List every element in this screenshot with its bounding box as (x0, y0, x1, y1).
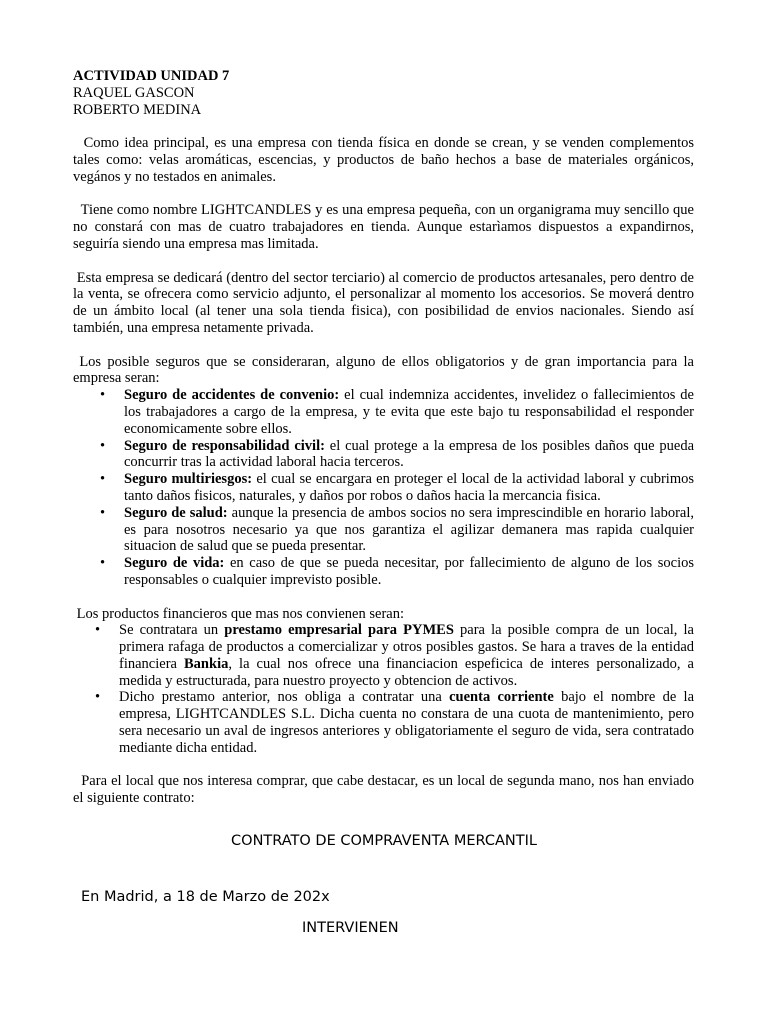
insurance-intro-paragraph: Los posible seguros que se consideraran, alguno de ellos obligatorios y de gran importancia para la empresa seran: (73, 353, 698, 387)
financial-text: Se contratara un (119, 622, 225, 639)
author-name: RAQUEL GASCON (73, 84, 195, 101)
list-item (73, 438, 694, 472)
financial-list (73, 622, 694, 756)
financial-text: para la posible compra de un local, la primera rafaga de productos a comercializar y otros posibles gastos. Se hara a traves de la entidad financiera (119, 622, 694, 672)
insurance-description: el cual indemniza accidentes, invelidez o fallecimientos de los trabajadores a cargo de la empresa, y te evita que este bajo tu responsabilidad el responder economicamente sobre ellos. (124, 387, 694, 437)
company-name-paragraph: Tiene como nombre LIGHTCANDLES y es una empresa pequeña, con un organigrama muy sencillo que no constará con mas de cuatro trabajadores en tienda. Aunque estarìamos dispuestos a expandirnos, seguiría siendo una empresa mas limitada. (73, 202, 698, 252)
financial-term: cuenta corriente (449, 689, 554, 706)
financial-term: prestamo empresarial para PYMES (224, 622, 454, 639)
intro-paragraph: Como idea principal, es una empresa con tienda física en donde se crean, y se venden complementos tales como: velas aromáticas, escencias, y productos de baño hechos a base de materiales orgánicos, vegános y no testados en animales. (73, 135, 698, 185)
contract-intro-paragraph: Para el local que nos interesa comprar, que cabe destacar, es un local de segunda mano, nos han enviado el siguiente contrato: (73, 773, 698, 807)
insurance-term: Seguro de salud: (124, 504, 228, 521)
contract-section-heading: INTERVIENEN (302, 920, 399, 936)
insurance-term: Seguro de vida: (124, 555, 225, 572)
insurance-term: Seguro de responsabilidad civil: (124, 437, 325, 454)
bullet-icon: • (100, 504, 106, 521)
contract-title: CONTRATO DE COMPRAVENTA MERCANTIL (231, 833, 537, 849)
bullet-icon: • (100, 471, 106, 488)
list-item (73, 689, 694, 756)
list-item (73, 471, 694, 505)
author-name: ROBERTO MEDINA (73, 101, 202, 118)
activity-paragraph: Esta empresa se dedicará (dentro del sector terciario) al comercio de productos artesanales, pero dentro de la venta, se ofrecera como servicio adjunto, el personalizar al momento los accesorios. Se moverá dentro de un ámbito local (al tener una sola tienda fisica), con posibilidad de envios nacionales. Siendo así también, una empresa netamente privada. (73, 269, 698, 336)
insurance-term: Seguro de accidentes de convenio: (124, 387, 340, 404)
bullet-icon: • (100, 387, 106, 404)
bullet-icon: • (95, 622, 101, 639)
list-item (73, 622, 694, 689)
insurance-description: aunque la presencia de ambos socios no sera imprescindible en horario laboral, es para nosotros necesario ya que nos garantiza el agilizar demanera mas rapida cualquier situacion de salud que se pueda presentar. (124, 504, 694, 555)
financial-text: Dicho prestamo anterior, nos obliga a contratar una (119, 689, 450, 706)
bullet-icon: • (95, 689, 101, 706)
insurance-term: Seguro multiriesgos: (124, 471, 253, 488)
contract-place-date: En Madrid, a 18 de Marzo de 202x (81, 889, 330, 905)
insurance-description: el cual se encargara en proteger el local de la actividad laboral y cubrimos tanto daños fisicos, naturales, y daños por robos o daños hacia la mercancia fisica. (124, 471, 695, 504)
insurance-list (73, 387, 694, 589)
document-body (73, 68, 698, 807)
financial-text: bajo el nombre de la empresa, LIGHTCANDLES S.L. Dicha cuenta no constara de una cuota de mantenimiento, pero sera necesario un aval de ingresos anteriores y obligatoriamente el seguro de vida, sera contratado mediante dicha entidad. (119, 689, 695, 756)
list-item (73, 555, 694, 589)
list-item (73, 505, 694, 555)
insurance-description: el cual protege a la empresa de los posibles daños que pueda concurrir tras la actividad laboral hacia terceros. (124, 437, 695, 471)
insurance-description: en caso de que se pueda necesitar, por fallecimiento de alguno de los socios responsables o cualquier imprevisto posible. (124, 555, 694, 588)
financial-intro-paragraph: Los productos financieros que mas nos convienen seran: (73, 605, 404, 622)
bank-name: Bankia (184, 655, 229, 672)
bullet-icon: • (100, 555, 106, 572)
document-title: ACTIVIDAD UNIDAD 7 (73, 68, 230, 84)
list-item (73, 387, 694, 437)
bullet-icon: • (100, 437, 106, 454)
financial-text: , la cual nos ofrece una financiacion espeficica de interes personalizado, a medida y estructurada, para nuestro proyecto y obtencion de activos. (119, 655, 694, 689)
